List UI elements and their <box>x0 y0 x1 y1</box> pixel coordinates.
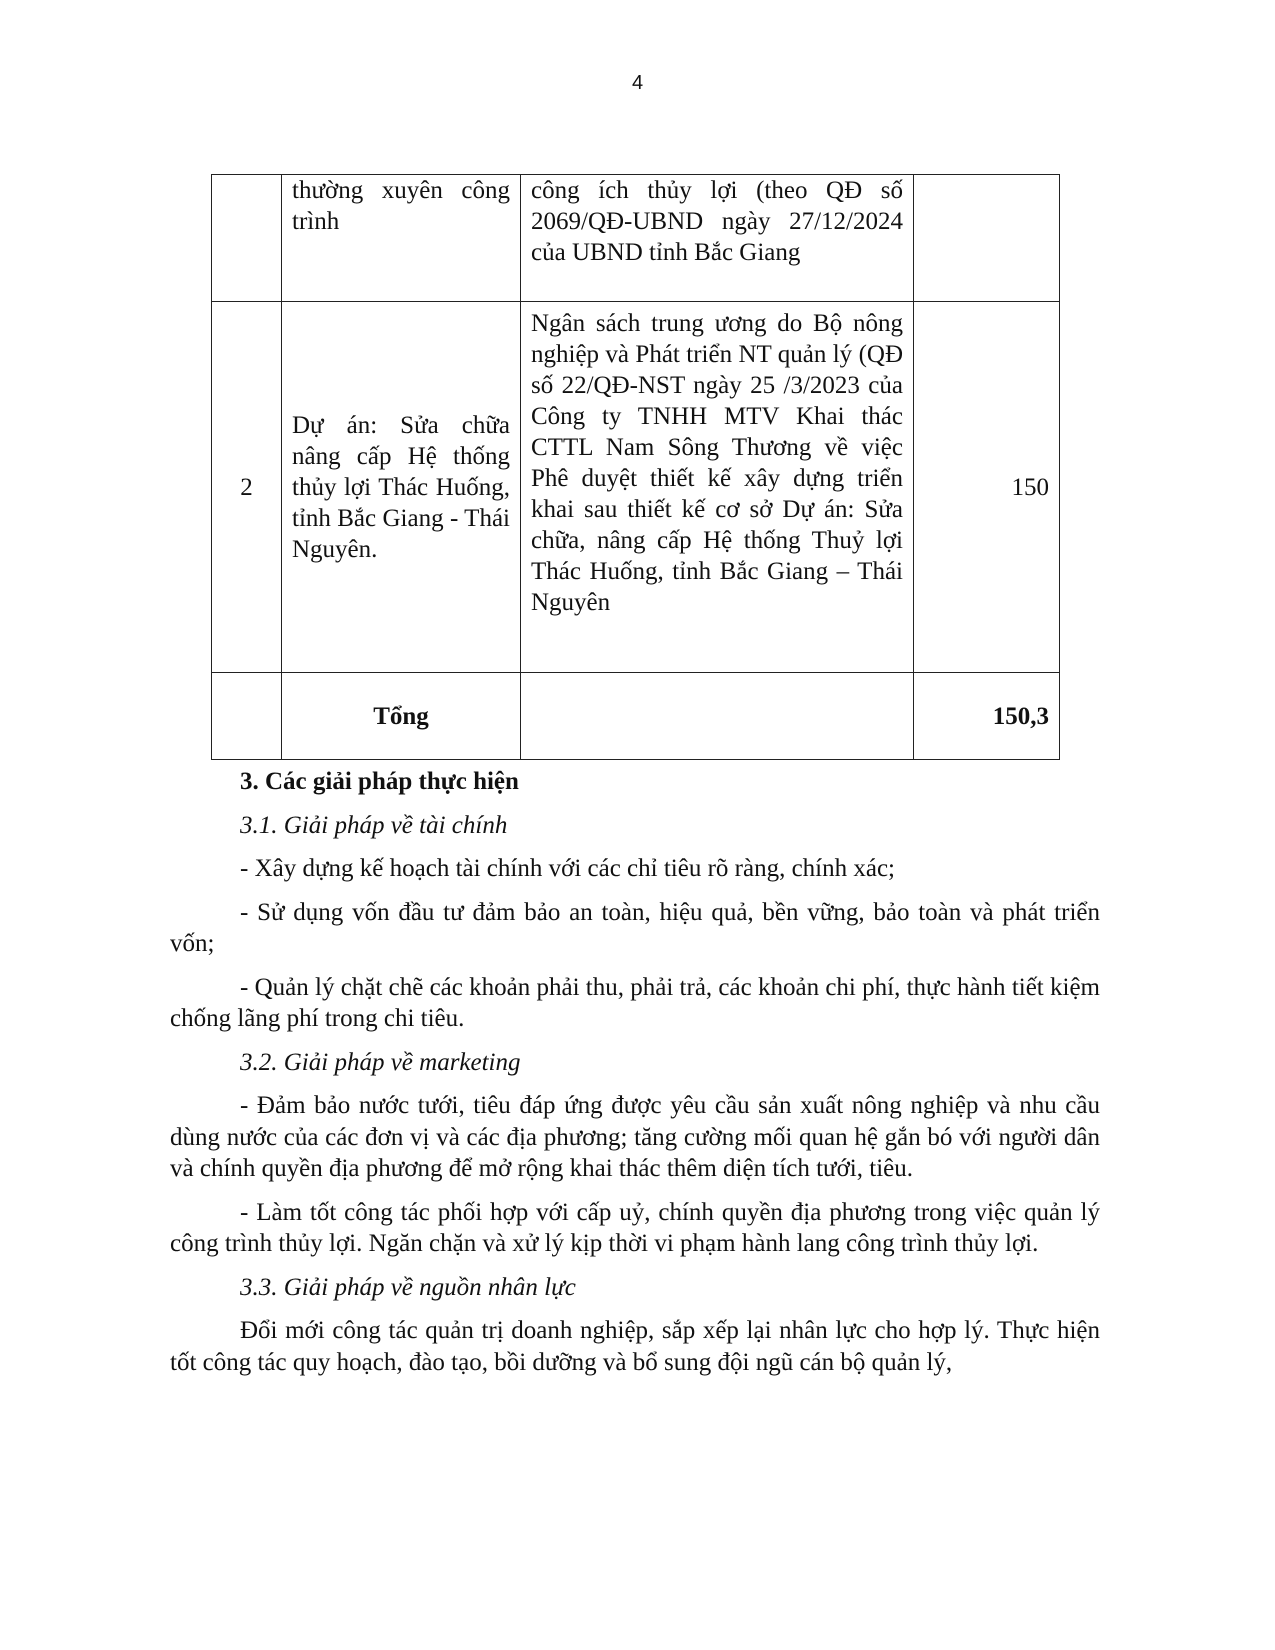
cell-name: Dự án: Sửa chữa nâng cấp Hệ thống thủy lợi Thác Huống, tỉnh Bắc Giang - Thái Nguyên. <box>282 302 521 673</box>
subsection-heading-finance: 3.1. Giải pháp về tài chính <box>240 811 508 839</box>
cell-source: công ích thủy lợi (theo QĐ số 2069/QĐ-UBND ngày 27/12/2024 của UBND tỉnh Bắc Giang <box>521 175 914 302</box>
section-heading: 3. Các giải pháp thực hiện <box>240 768 519 795</box>
table-row <box>212 302 1060 673</box>
paragraph: - Làm tốt công tác phối hợp với cấp uỷ, chính quyền địa phương trong việc quản lý công trình thủy lợi. Ngăn chặn và xử lý kịp thời vi phạm hành lang công trình thủy lợi. <box>170 1198 1100 1257</box>
subsection-heading-marketing: 3.2. Giải pháp về marketing <box>240 1048 521 1076</box>
paragraph: - Sử dụng vốn đầu tư đảm bảo an toàn, hiệu quả, bền vững, bảo toàn và phát triển vốn; <box>170 898 1100 957</box>
cell-stt <box>212 175 282 302</box>
cell-source: Ngân sách trung ương do Bộ nông nghiệp và Phát triển NT quản lý (QĐ số 22/QĐ-NST ngày 25 /3/2023 của Công ty TNHH MTV Khai thác CTTL Nam Sông Thương về việc Phê duyệt thiết kế xây dựng triển khai sau thiết kế cơ sở Dự án: Sửa chữa, nâng cấp Hệ thống Thuỷ lợi Thác Huống, tỉnh Bắc Giang – Thái Nguyên <box>521 302 914 673</box>
paragraph: - Quản lý chặt chẽ các khoản phải thu, phải trả, các khoản chi phí, thực hành tiết kiệm chống lãng phí trong chi tiêu. <box>170 973 1100 1032</box>
paragraph: - Xây dựng kế hoạch tài chính với các chỉ tiêu rõ ràng, chính xác; <box>240 855 896 882</box>
table-row <box>212 175 1060 302</box>
table-total-row <box>212 673 1060 760</box>
paragraph: - Đảm bảo nước tưới, tiêu đáp ứng được yêu cầu sản xuất nông nghiệp và nhu cầu dùng nước của các đơn vị và các địa phương; tăng cường mối quan hệ gắn bó với người dân và chính quyền địa phương để mở rộng khai thác thêm diện tích tưới, tiêu. <box>170 1092 1100 1182</box>
cell-amount: 150 <box>914 302 1060 673</box>
cell-name: thường xuyên công trình <box>282 175 521 302</box>
total-label: Tổng <box>282 673 521 760</box>
subsection-heading-human-resources: 3.3. Giải pháp về nguồn nhân lực <box>240 1273 576 1301</box>
budget-table <box>211 174 1060 760</box>
cell-stt <box>212 673 282 760</box>
page-number: 4 <box>631 72 644 94</box>
paragraph: Đổi mới công tác quản trị doanh nghiệp, sắp xếp lại nhân lực cho hợp lý. Thực hiện tốt công tác quy hoạch, đào tạo, bồi dưỡng và bổ sung đội ngũ cán bộ quản lý, <box>170 1317 1100 1376</box>
cell-stt: 2 <box>212 302 282 673</box>
section-3 <box>170 766 1100 1390</box>
cell-source <box>521 673 914 760</box>
total-amount: 150,3 <box>914 673 1060 760</box>
cell-amount <box>914 175 1060 302</box>
